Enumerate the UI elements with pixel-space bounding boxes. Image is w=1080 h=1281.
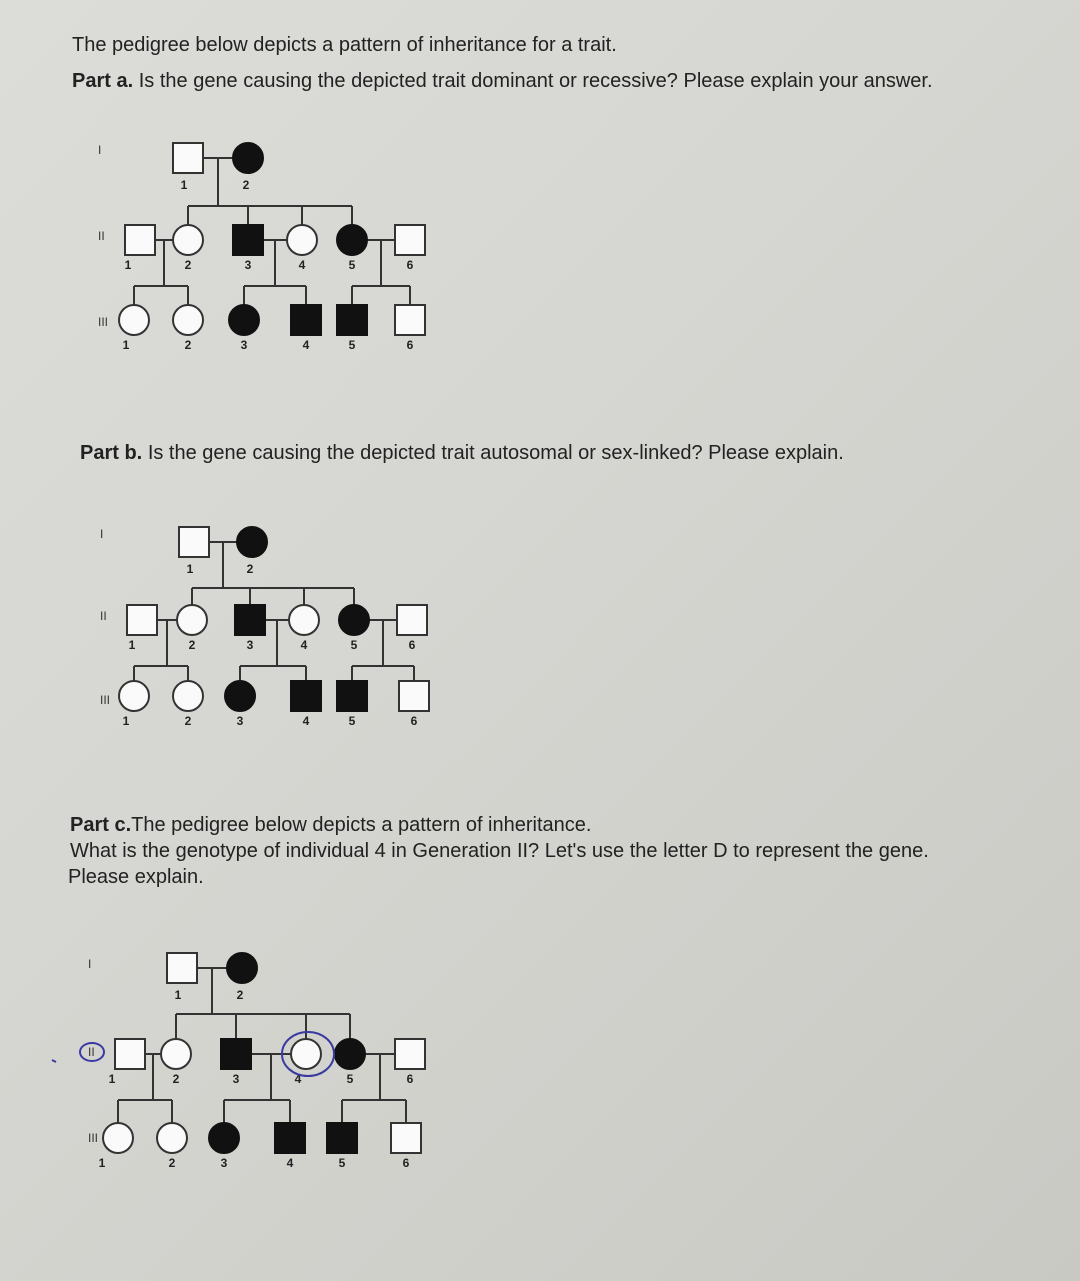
gen3-number-5: 5: [348, 714, 356, 728]
gen3-individual-6-male-square: [391, 1123, 421, 1153]
pedigree-part-b: [98, 516, 438, 736]
gen2-individual-2-female-circle: [173, 225, 203, 255]
gen2-individual-6-male-square: [397, 605, 427, 635]
gen3-number-3: 3: [236, 714, 244, 728]
part-b-label: Part b.: [80, 442, 143, 464]
gen3-number-2: 2: [184, 338, 192, 352]
gen2-individual-5-affected-female-circle: [335, 1039, 365, 1069]
gen2-number-6: 6: [406, 258, 414, 272]
part-c-label: Part c.: [70, 814, 132, 836]
part-c-line2: What is the genotype of individual 4 in Generation II? Let's use the letter D to represent the gene.: [70, 840, 929, 862]
generation-I-label: I: [100, 527, 104, 541]
gen1-number-1: 1: [174, 988, 182, 1002]
gen3-individual-4-affected-male-square: [291, 305, 321, 335]
part-b-question: [80, 440, 844, 466]
gen2-individual-3-affected-male-square: [235, 605, 265, 635]
gen3-individual-5-affected-male-square: [327, 1123, 357, 1153]
gen2-individual-1-male-square: [127, 605, 157, 635]
gen2-individual-3-affected-male-square: [221, 1039, 251, 1069]
pedigree-part-a: [96, 138, 436, 358]
gen1-individual-2-affected-female-circle: [227, 953, 257, 983]
gen3-individual-2-female-circle: [157, 1123, 187, 1153]
gen2-number-4: 4: [294, 1072, 302, 1086]
gen1-number-2: 2: [236, 988, 244, 1002]
gen3-number-1: 1: [122, 714, 130, 728]
generation-III-label: III: [100, 693, 111, 707]
gen2-individual-5-affected-female-circle: [337, 225, 367, 255]
gen2-individual-6-male-square: [395, 1039, 425, 1069]
gen2-individual-4-female-circle: [289, 605, 319, 635]
gen2-individual-1-male-square: [115, 1039, 145, 1069]
gen3-individual-3-affected-female-circle: [209, 1123, 239, 1153]
part-b-question-text: Is the gene causing the depicted trait autosomal or sex-linked? Please explain.: [147, 442, 844, 464]
gen1-number-1: 1: [186, 562, 194, 576]
gen1-individual-2-affected-female-circle: [237, 527, 267, 557]
gen1-individual-2-affected-female-circle: [233, 143, 263, 173]
generation-I-label: I: [98, 143, 102, 157]
gen3-individual-2-female-circle: [173, 305, 203, 335]
gen3-individual-5-affected-male-square: [337, 305, 367, 335]
gen3-individual-6-male-square: [395, 305, 425, 335]
gen2-number-5: 5: [348, 258, 356, 272]
gen3-individual-1-female-circle: [103, 1123, 133, 1153]
gen2-number-4: 4: [298, 258, 306, 272]
gen3-individual-3-affected-female-circle: [225, 681, 255, 711]
gen2-number-6: 6: [408, 638, 416, 652]
gen2-number-6: 6: [406, 1072, 414, 1086]
gen3-number-2: 2: [184, 714, 192, 728]
gen3-number-5: 5: [348, 338, 356, 352]
generation-III-label: III: [88, 1131, 99, 1145]
gen3-individual-3-affected-female-circle: [229, 305, 259, 335]
gen1-number-2: 2: [246, 562, 254, 576]
part-c-line1-text: The pedigree below depicts a pattern of inheritance.: [131, 814, 592, 836]
gen2-individual-4-female-circle: [291, 1039, 321, 1069]
gen3-individual-6-male-square: [399, 681, 429, 711]
part-a-intro: The pedigree below depicts a pattern of inheritance for a trait.: [72, 34, 617, 56]
gen2-individual-2-female-circle: [177, 605, 207, 635]
gen3-number-3: 3: [220, 1156, 228, 1170]
gen2-number-5: 5: [346, 1072, 354, 1086]
gen2-individual-2-female-circle: [161, 1039, 191, 1069]
gen3-individual-1-female-circle: [119, 305, 149, 335]
pedigree-part-c: [84, 946, 444, 1176]
generation-I-label: I: [88, 957, 92, 971]
generation-II-label: II: [88, 1045, 95, 1059]
gen3-individual-4-affected-male-square: [291, 681, 321, 711]
gen3-individual-4-affected-male-square: [275, 1123, 305, 1153]
gen2-individual-6-male-square: [395, 225, 425, 255]
gen2-number-2: 2: [188, 638, 196, 652]
gen1-number-2: 2: [242, 178, 250, 192]
gen1-individual-1-male-square: [173, 143, 203, 173]
gen3-number-4: 4: [302, 714, 310, 728]
gen2-number-1: 1: [128, 638, 136, 652]
gen3-number-1: 1: [98, 1156, 106, 1170]
gen2-number-1: 1: [124, 258, 132, 272]
gen2-number-2: 2: [184, 258, 192, 272]
gen2-number-4: 4: [300, 638, 308, 652]
part-a-label: Part a.: [72, 70, 134, 92]
gen1-individual-1-male-square: [179, 527, 209, 557]
gen3-number-6: 6: [406, 338, 414, 352]
gen2-number-2: 2: [172, 1072, 180, 1086]
generation-II-label: II: [98, 229, 105, 243]
gen3-number-3: 3: [240, 338, 248, 352]
gen1-number-1: 1: [180, 178, 188, 192]
generation-II-label: II: [100, 609, 107, 623]
gen2-number-3: 3: [244, 258, 252, 272]
gen2-number-5: 5: [350, 638, 358, 652]
part-a-question-text: Is the gene causing the depicted trait dominant or recessive? Please explain your answer.: [138, 70, 933, 92]
part-c-line3: Please explain.: [68, 866, 204, 888]
gen3-number-4: 4: [302, 338, 310, 352]
gen3-individual-5-affected-male-square: [337, 681, 367, 711]
handwritten-tick-mark: [52, 1060, 56, 1062]
gen2-individual-3-affected-male-square: [233, 225, 263, 255]
gen1-individual-1-male-square: [167, 953, 197, 983]
part-c-line1: [70, 812, 591, 838]
gen2-number-1: 1: [108, 1072, 116, 1086]
gen3-number-2: 2: [168, 1156, 176, 1170]
gen2-individual-5-affected-female-circle: [339, 605, 369, 635]
gen3-individual-2-female-circle: [173, 681, 203, 711]
gen3-number-6: 6: [410, 714, 418, 728]
gen3-number-6: 6: [402, 1156, 410, 1170]
part-a-question: [72, 68, 933, 94]
gen2-individual-1-male-square: [125, 225, 155, 255]
gen3-individual-1-female-circle: [119, 681, 149, 711]
gen3-number-5: 5: [338, 1156, 346, 1170]
gen2-number-3: 3: [232, 1072, 240, 1086]
generation-III-label: III: [98, 315, 109, 329]
gen3-number-1: 1: [122, 338, 130, 352]
gen2-number-3: 3: [246, 638, 254, 652]
gen2-individual-4-female-circle: [287, 225, 317, 255]
gen3-number-4: 4: [286, 1156, 294, 1170]
